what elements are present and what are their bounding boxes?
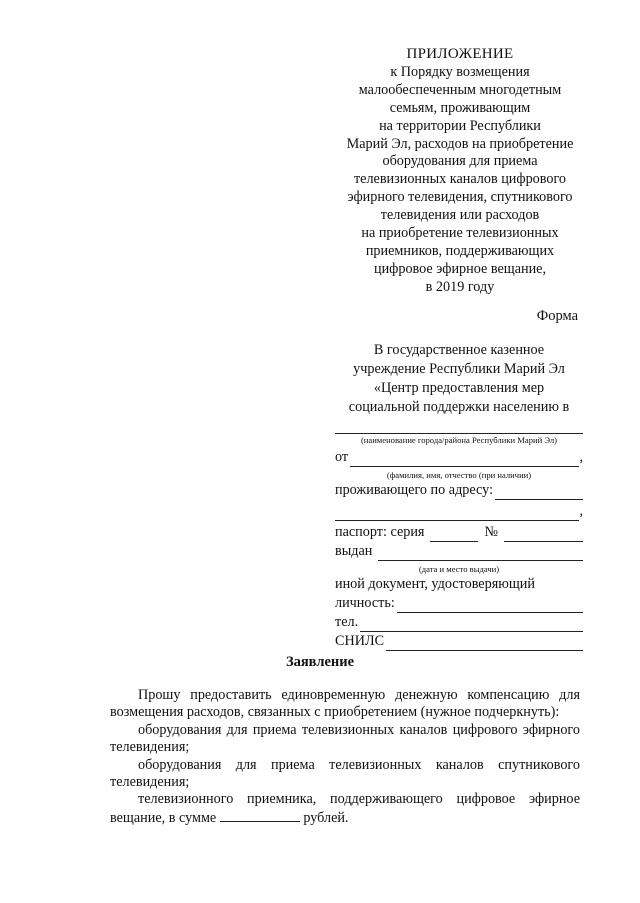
appendix-line: на территории Республики: [379, 117, 541, 134]
address-field-2[interactable]: [335, 505, 579, 521]
from-row: [335, 448, 583, 467]
addressee-line: В государственное казенное: [373, 342, 545, 358]
issued-field[interactable]: [378, 545, 583, 561]
phone-row: [335, 613, 583, 632]
addressee-line: учреждение Республики Марий Эл: [353, 361, 565, 377]
city-hint: (наименование города/района Республики Марий Эл): [360, 435, 558, 445]
address-end: ,: [579, 503, 583, 519]
identity-field[interactable]: [397, 597, 583, 613]
appendix-line: к Порядку возмещения: [390, 63, 530, 80]
statement-paragraph: Прошу предоставить единовременную денежную компенсацию для возмещения расходов, связанных с приобретением (нужное подчеркнуть):: [110, 687, 580, 721]
appendix-line: телевидения или расходов: [380, 207, 540, 224]
number-sign: №: [484, 524, 498, 540]
issued-label: выдан: [335, 543, 373, 559]
currency-label: рублей.: [303, 809, 349, 826]
appendix-line: семьям, проживающим: [389, 99, 531, 116]
address-field[interactable]: [495, 484, 583, 500]
statement-title: Заявление: [285, 654, 355, 670]
passport-row: [335, 523, 583, 542]
identity-row: [335, 594, 583, 613]
address-row-2: [335, 502, 583, 521]
option-digital-equipment: оборудования для приема телевизионных каналов цифрового эфирного телевидения;: [110, 721, 580, 756]
from-label: от: [335, 449, 349, 465]
appendix-line: Марий Эл, расходов на приобретение: [346, 135, 574, 152]
passport-label: паспорт: серия: [335, 524, 425, 540]
issued-hint: (дата и место выдачи): [418, 564, 500, 574]
option-satellite-equipment: оборудования для приема телевизионных каналов спутникового телевидения;: [110, 756, 580, 791]
option-tv-receiver: [110, 791, 580, 827]
form-label: Форма: [536, 308, 578, 324]
snils-label: СНИЛС: [335, 633, 385, 649]
issued-row: [335, 542, 583, 561]
address-row: [335, 481, 583, 500]
phone-field[interactable]: [360, 616, 583, 632]
appendix-line: в 2019 году: [425, 278, 495, 295]
other-doc-label: иной документ, удостоверяющий: [335, 576, 535, 592]
appendix-header: [325, 46, 595, 297]
appendix-line: оборудования для приема: [382, 153, 538, 170]
phone-label: тел.: [335, 614, 359, 630]
identity-label: личность:: [335, 595, 395, 611]
option-tv-receiver-text: телевизионного приемника, поддерживающего цифровое эфирное вещание, в сумме: [110, 791, 580, 826]
snils-field[interactable]: [386, 635, 583, 651]
address-label: проживающего по адресу:: [335, 482, 494, 498]
appendix-line: на приобретение телевизионных: [361, 225, 559, 242]
from-field[interactable]: [350, 451, 579, 467]
statement-body: [110, 687, 580, 827]
appendix-line: эфирного телевидения, спутникового: [347, 189, 573, 206]
from-end: ,: [579, 449, 583, 465]
passport-number-field[interactable]: [504, 526, 583, 542]
appendix-line: малообеспеченным многодетным: [358, 81, 562, 98]
appendix-line: цифровое эфирное вещание,: [373, 260, 547, 277]
addressee-block: [335, 341, 583, 651]
name-hint: (фамилия, имя, отчество (при наличии): [386, 470, 532, 480]
appendix-title: ПРИЛОЖЕНИЕ: [406, 46, 514, 62]
passport-series-field[interactable]: [430, 526, 478, 542]
appendix-line: телевизионных каналов цифрового: [353, 171, 567, 188]
addressee-line: «Центр предоставления мер: [373, 380, 545, 396]
amount-field[interactable]: [220, 809, 300, 822]
city-field[interactable]: [335, 417, 583, 434]
addressee-line: социальной поддержки населению в: [348, 399, 570, 415]
snils-row: [335, 632, 583, 651]
appendix-line: приемников, поддерживающих: [365, 242, 555, 259]
